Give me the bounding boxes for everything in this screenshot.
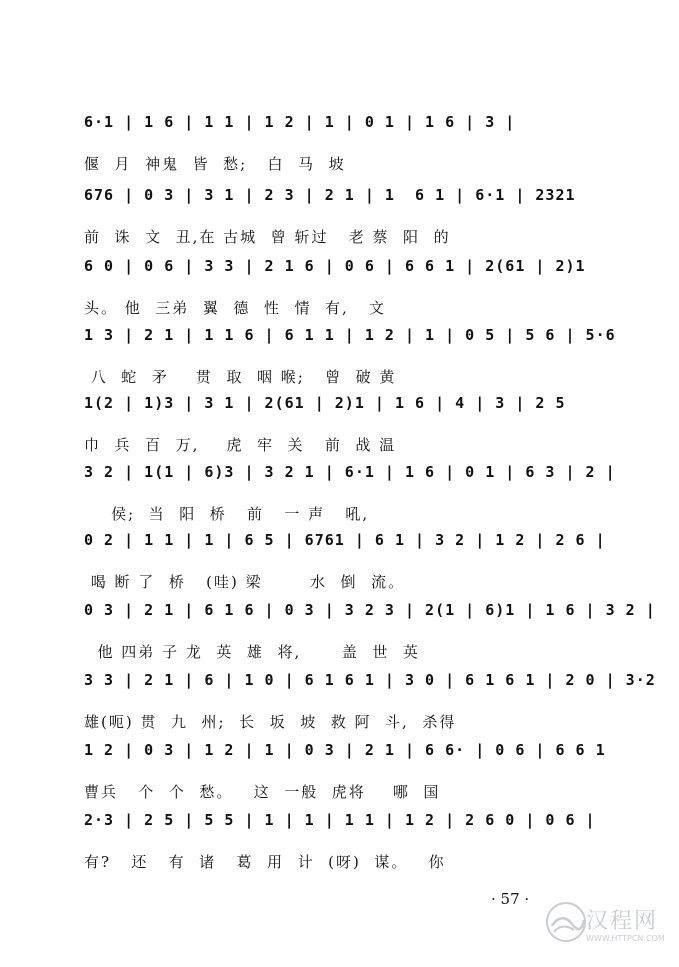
wave-logo-icon [544,900,588,944]
score-system-1 [0,112,679,182]
notation-line: 676 | 0 3 | 3 1 | 2 3 | 2 1 | 1 6 1 | 6·1 | 2321 [84,186,576,204]
notation-line: 3 2 | 1(1 | 6)3 | 3 2 1 | 6·1 | 1 6 | 0 1 | 6 3 | 2 | [84,463,616,481]
lyric-line: 曹兵 个 个 愁。 这 一般 虎将 哪 国 [84,783,441,801]
score-system-10 [0,740,679,810]
watermark [544,900,674,956]
score-system-9 [0,670,679,740]
lyric-line: 雄(呃) 贯 九 州; 长 坂 坡 救 阿 斗, 杀得 [84,713,457,731]
score-system-5 [0,393,679,463]
lyric-line: 有? 还 有 诸 葛 用 计 (呀) 谋。 你 [84,853,446,871]
lyric-line: 偃 月 神鬼 皆 愁; 白 马 坡 [84,155,346,173]
score-system-8 [0,600,679,670]
lyric-line: 前 诛 文 丑,在 古城 曾 斩过 老 蔡 阳 的 [84,228,451,246]
lyric-line: 喝 断 了 桥 (哇) 梁 水 倒 流。 [84,573,406,591]
notation-line: 1(2 | 1)3 | 3 1 | 2(61 | 2)1 | 1 6 | 4 | 3 | 2 5 [84,394,566,412]
lyric-line: 巾 兵 百 万, 虎 牢 关 前 战 温 [84,436,397,454]
score-system-11 [0,810,679,880]
notation-line: 1 2 | 0 3 | 1 2 | 1 | 0 3 | 2 1 | 6 6· | 0 6 | 6 6 1 [84,741,606,759]
score-system-6 [0,462,679,532]
notation-line: 6·1 | 1 6 | 1 1 | 1 2 | 1 | 0 1 | 1 6 | 3 | [84,113,516,131]
notation-line: 2·3 | 2 5 | 5 5 | 1 | 1 | 1 1 | 1 2 | 2 6 0 | 0 6 | [84,811,596,829]
watermark-text: 汉程网 [586,909,659,934]
lyric-line: 头。 他 三弟 翼 德 性 情 有, 文 [84,299,387,317]
watermark-url: WWW.HTTPCN.COM [586,934,665,943]
notation-line: 1 3 | 2 1 | 1 1 6 | 6 1 1 | 1 2 | 1 | 0 5 | 5 6 | 5·6 [84,326,616,344]
notation-line: 6 0 | 0 6 | 3 3 | 2 1 6 | 0 6 | 6 6 1 | 2(61 | 2)1 [84,257,586,275]
score-system-7 [0,530,679,600]
score-system-2 [0,185,679,255]
score-system-4 [0,325,679,395]
notation-line: 0 3 | 2 1 | 6 1 6 | 0 3 | 3 2 3 | 2(1 | 6)1 | 1 6 | 3 2 | [84,601,656,619]
page-number: · 57 · [491,890,530,908]
lyric-line: 侯; 当 阳 桥 前 一 声 吼, [84,505,370,523]
lyric-line: 他 四弟 子 龙 英 雄 将, 盖 世 英 [84,643,420,661]
score-system-3 [0,256,679,326]
notation-line: 3 3 | 2 1 | 6 | 1 0 | 6 1 6 1 | 3 0 | 6 1 6 1 | 2 0 | 3·2 [84,671,656,689]
notation-line: 0 2 | 1 1 | 1 | 6 5 | 6761 | 6 1 | 3 2 | 1 2 | 2 6 | [84,531,606,549]
lyric-line: 八 蛇 矛 贯 取 咽 喉; 曾 破 黄 [84,368,397,386]
